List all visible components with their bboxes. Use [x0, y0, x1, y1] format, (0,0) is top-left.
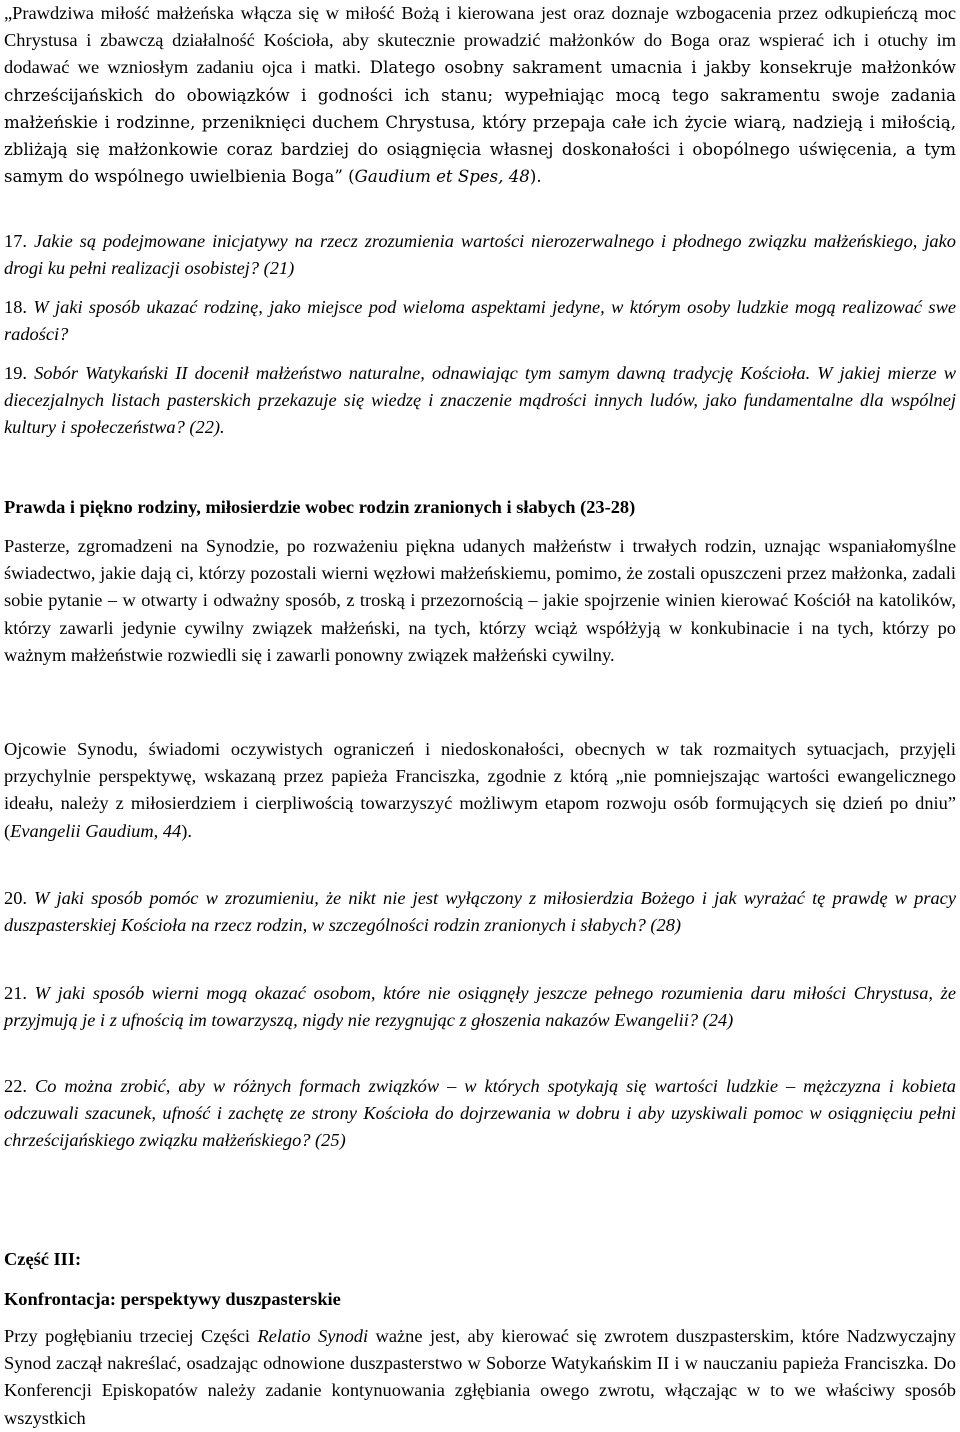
question-18	[4, 294, 956, 348]
question-text: Co można zrobić, aby w różnych formach związków – w których spotykają się wartości ludzkie – mężczyzna i kobieta odczuwali szacunek, ufność i zachętę ze strony Kościoła do dojrzewania w dobru i aby uzyskiwali pomoc w osiągnięciu pełni chrześcijańskiego związku małżeńskiego? (25)	[4, 1076, 956, 1151]
relatio-italic: Relatio Synodi	[257, 1326, 369, 1346]
quote-source: Gaudium et Spes, 48	[354, 167, 530, 187]
relatio-after: ważne jest, aby kierować się zwrotem duszpasterskim, które Nadzwyczajny Synod zaczął nakreślać, osadzając odnowione duszpasterstwo w Soborze Watykańskim II i w nauczaniu papieża Franciszka. Do Konferencji Episkopatów należy zadanie kontynuowania zgłębiania owego zwrotu, włączając w to we właściwy sposób wszystkich	[4, 1326, 956, 1428]
question-text: W jaki sposób wierni mogą okazać osobom, które nie osiągnęły jeszcze pełnego rozumienia daru miłości Chrystusa, że przyjmują je i z ufnością im towarzyszą, nigdy nie rezygnując z głoszenia nakazów Ewangelii? (24)	[4, 983, 956, 1031]
ojcowie-tail: ).	[181, 820, 192, 841]
quote-part3: ).	[529, 167, 542, 187]
question-21	[4, 980, 956, 1034]
question-22	[4, 1073, 956, 1155]
ojcowie-paragraph	[4, 736, 956, 845]
pasterze-paragraph: Pasterze, zgromadzeni na Synodzie, po rozważeniu piękna udanych małżeństw i trwałych rodzin, uznając wspaniałomyślne świadectwo, jakie dają ci, którzy pozostali wierni węzłowi małżeńskiemu, pomimo, że zostali opuszczeni przez małżonka, zadali sobie pytanie – w otwarty i odważny sposób, z troską i przezornością – jakie spojrzenie winien kierować Kościół na katolików, którzy zawarli jedynie cywilny związek małżeński, na tych, którzy wciąż współżyją w konkubinacie i na tych, którzy po ważnym małżeństwie rozwiedli się i zawarli ponowny związek małżeński cywilny.	[4, 536, 956, 665]
question-number: 22.	[4, 1076, 35, 1096]
question-number: 20.	[4, 888, 35, 908]
part-subheading: Konfrontacja: perspektywy duszpasterskie	[4, 1289, 341, 1309]
relatio-before: Przy pogłębianiu trzeciej Części	[4, 1326, 258, 1346]
question-number: 21.	[4, 983, 35, 1003]
question-19	[4, 360, 956, 442]
quote-part1: „Prawdziwa miłość małżeńska włącza się w miłość Bożą i kierowana jest oraz doznaje wzbogacenia przez odkupieńczą moc Chrystusa i zbawczą działalność Kościoła, aby skutecznie prowadzić małżonków do Boga oraz wspierać ich i otuchy im dodawać we wzniosłym zadaniu ojca i matki.	[4, 3, 956, 78]
question-text: Jakie są podejmowane inicjatywy na rzecz zrozumienia wartości nierozerwalnego i płodnego związku małżeńskiego, jako drogi ku pełni realizacji osobistej? (21)	[4, 231, 956, 279]
question-text: W jaki sposób pomóc w zrozumieniu, że nikt nie jest wyłączony z miłosierdzia Bożego i jak wyrażać tę prawdę w pracy duszpasterskiej Kościoła na rzecz rodzin, w szczególności rodzin zranionych i słabych? (28)	[4, 888, 956, 936]
quote-part2: Dlatego osobny sakrament umacnia i jakby konsekruje małżonków chrześcijańskich do obowiązków i godności ich stanu; wypełniając mocą tego sakramentu swoje zadania małżeńskie i rodzinne, przeniknięci duchem Chrystusa, który przepaja całe ich życie wiarą, nadzieją i miłością, zbliżają się małżonkowie coraz bardziej do osiągnięcia własnej doskonałości i obopólnego uświęcenia, a tym samym do wspólnego uwielbienia Boga” (	[4, 58, 956, 187]
section-heading: Prawda i piękno rodziny, miłosierdzie wobec rodzin zranionych i słabych (23-28)	[4, 497, 636, 517]
relatio-paragraph	[4, 1323, 956, 1432]
part-heading: Część III:	[4, 1249, 82, 1269]
question-17	[4, 228, 956, 282]
question-number: 19.	[4, 363, 35, 383]
ojcowie-source: Evangelii Gaudium, 44	[10, 820, 182, 841]
question-text: Sobór Watykański II docenił małżeństwo naturalne, odnawiając tym samym dawną tradycję Kościoła. W jakiej mierze w diecezjalnych listach pasterskich przekazuje się wiedzę i znaczenie mądrości innych ludów, jako fundamentalne dla wspólnej kultury i społeczeństwa? (22).	[4, 363, 957, 438]
question-number: 17.	[4, 231, 34, 251]
question-number: 18.	[4, 297, 34, 317]
quote-paragraph	[4, 0, 956, 190]
ojcowie-text: Ojcowie Synodu, świadomi oczywistych ograniczeń i niedoskonałości, obecnych w tak rozmaitych sytuacjach, przyjęli przychylnie perspektywę, wskazaną przez papieża Franciszka, zgodnie z którą „nie pomniejszając wartości ewangelicznego ideału, należy z miłosierdziem i cierpliwością towarzyszyć możliwym etapom rozwoju osób formujących się dzień po dniu” (	[4, 739, 956, 841]
question-20	[4, 885, 956, 939]
question-text: W jaki sposób ukazać rodzinę, jako miejsce pod wieloma aspektami jedyne, w którym osoby ludzkie mogą realizować swe radości?	[4, 297, 956, 345]
